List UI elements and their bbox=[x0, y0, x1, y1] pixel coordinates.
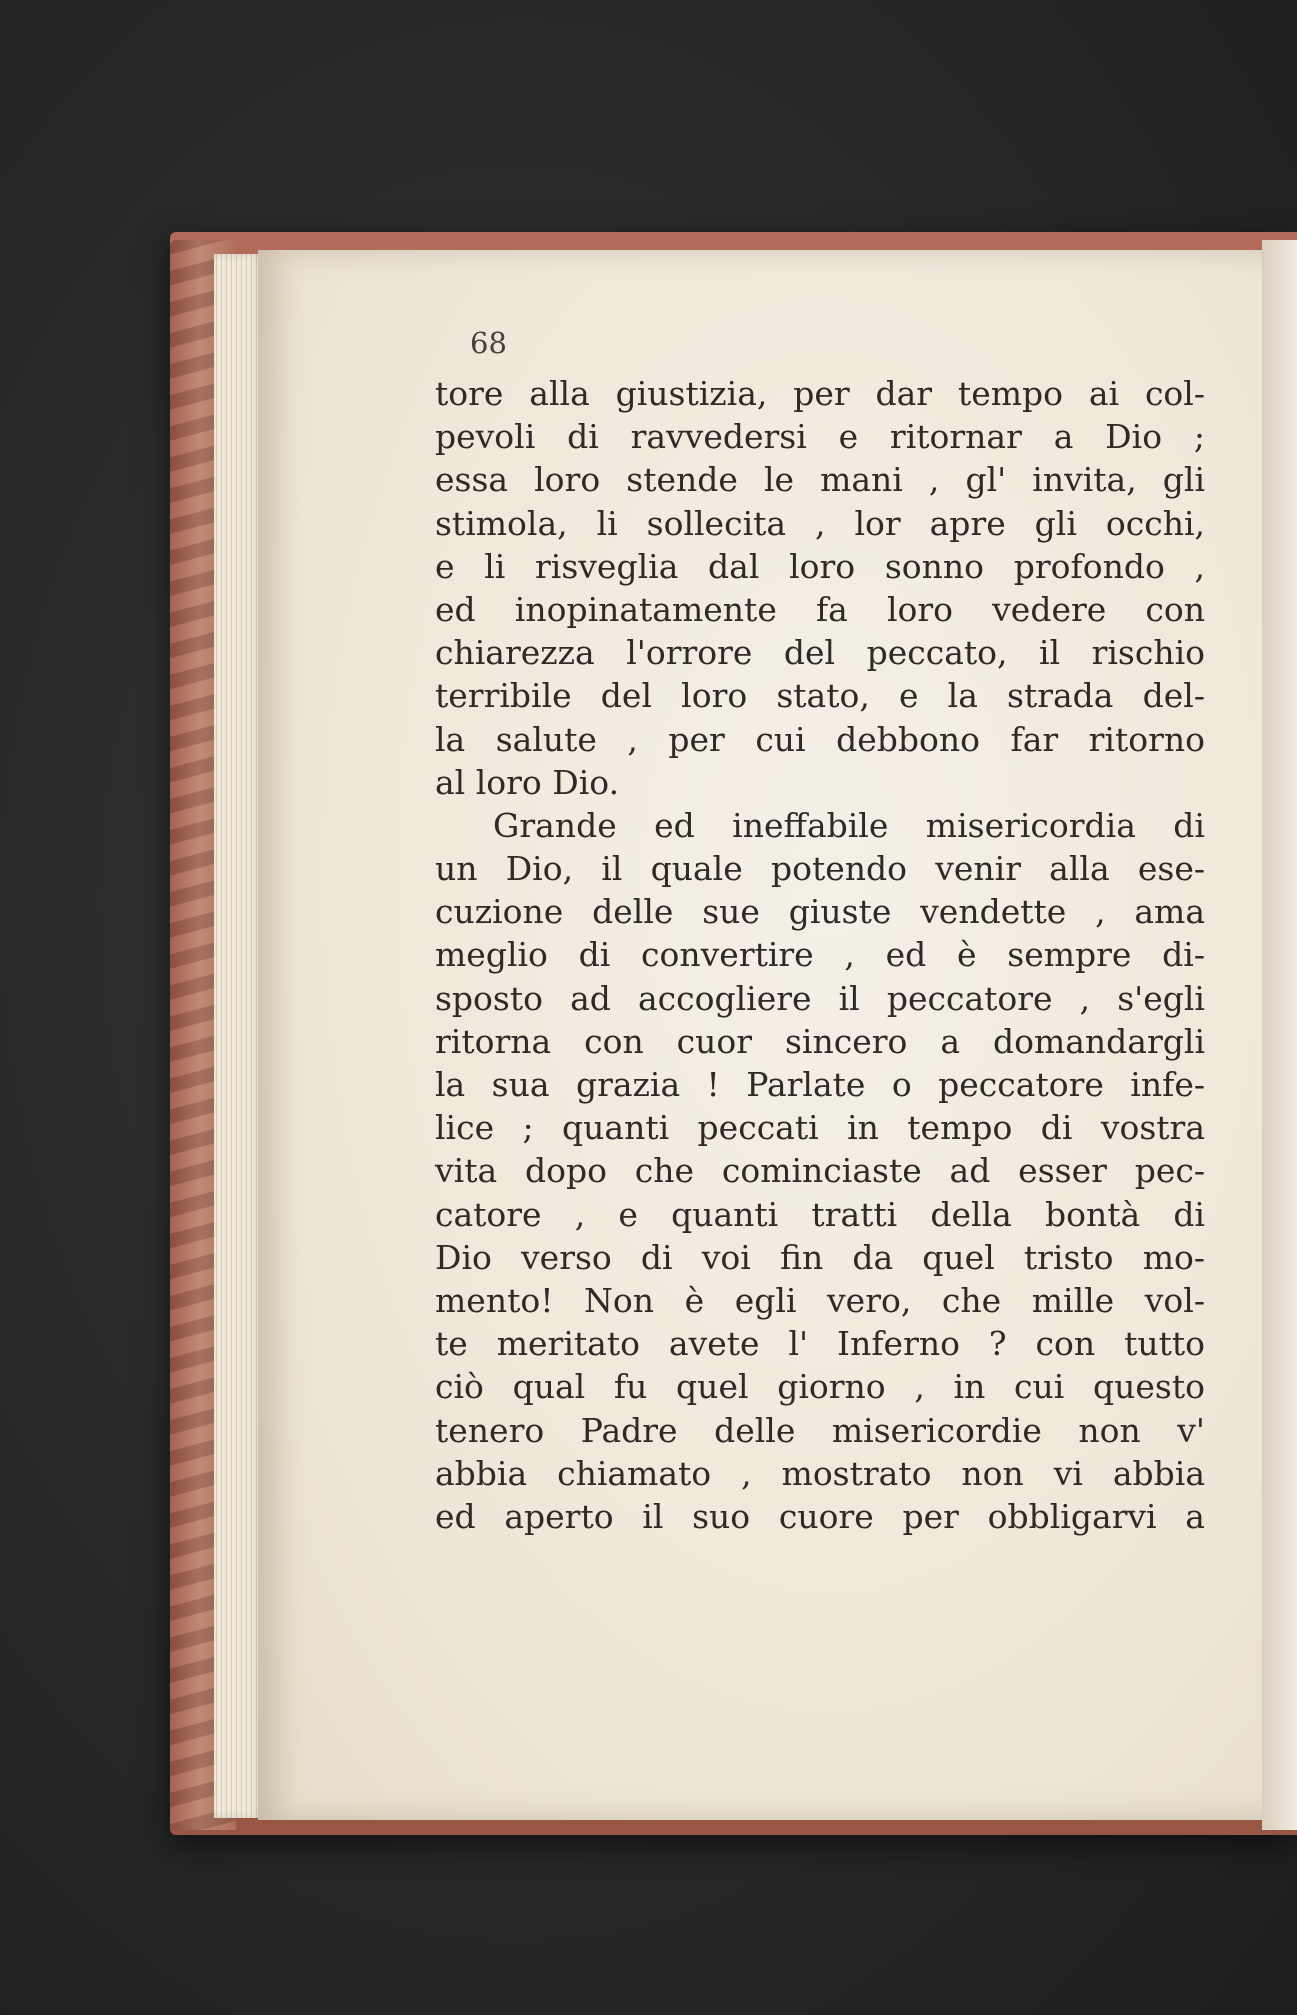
text-line: e li risveglia dal loro sonno profondo , bbox=[435, 546, 1205, 586]
page-number: 68 bbox=[470, 326, 507, 360]
page-text bbox=[435, 372, 1205, 1538]
page-gutter bbox=[1262, 240, 1297, 1830]
text-line: tenero Padre delle misericordie non v' bbox=[435, 1410, 1205, 1450]
text-line: cuzione delle sue giuste vendette , ama bbox=[435, 892, 1205, 932]
text-line: mento! Non è egli vero, che mille vol- bbox=[435, 1280, 1205, 1320]
text-line: ed aperto il suo cuore per obbligarvi a bbox=[435, 1496, 1205, 1536]
text-line: te meritato avete l' Inferno ? con tutto bbox=[435, 1324, 1205, 1364]
text-line: catore , e quanti tratti della bontà di bbox=[435, 1194, 1205, 1234]
text-line: chiarezza l'orrore del peccato, il rischio bbox=[435, 633, 1205, 673]
text-line: pevoli di ravvedersi e ritornar a Dio ; bbox=[435, 417, 1205, 457]
text-line: lice ; quanti peccati in tempo di vostra bbox=[435, 1108, 1205, 1148]
text-line: ritorna con cuor sincero a domandargli bbox=[435, 1021, 1205, 1061]
text-line: vita dopo che cominciaste ad esser pec- bbox=[435, 1151, 1205, 1191]
text-line: Dio verso di voi fin da quel tristo mo- bbox=[435, 1237, 1205, 1277]
text-line: Grande ed ineffabile misericordia di bbox=[493, 805, 1205, 845]
text-line: abbia chiamato , mostrato non vi abbia bbox=[435, 1453, 1205, 1493]
text-line: ciò qual fu quel giorno , in cui questo bbox=[435, 1367, 1205, 1407]
text-line: sposto ad accogliere il peccatore , s'egli bbox=[435, 978, 1205, 1018]
text-line: ed inopinatamente fa loro vedere con bbox=[435, 589, 1205, 629]
text-line: la salute , per cui debbono far ritorno bbox=[435, 719, 1205, 759]
text-line: essa loro stende le mani , gl' invita, gli bbox=[435, 460, 1205, 500]
text-line: meglio di convertire , ed è sempre di- bbox=[435, 935, 1205, 975]
text-line: stimola, li sollecita , lor apre gli occhi, bbox=[435, 503, 1205, 543]
text-line: tore alla giustizia, per dar tempo ai col- bbox=[435, 374, 1205, 413]
text-line: un Dio, il quale potendo venir alla ese- bbox=[435, 849, 1205, 889]
text-line: al loro Dio. bbox=[435, 762, 620, 802]
text-line: la sua grazia ! Parlate o peccatore infe- bbox=[435, 1065, 1205, 1104]
text-line: terribile del loro stato, e la strada del- bbox=[435, 676, 1205, 716]
page-edges bbox=[214, 254, 264, 1818]
